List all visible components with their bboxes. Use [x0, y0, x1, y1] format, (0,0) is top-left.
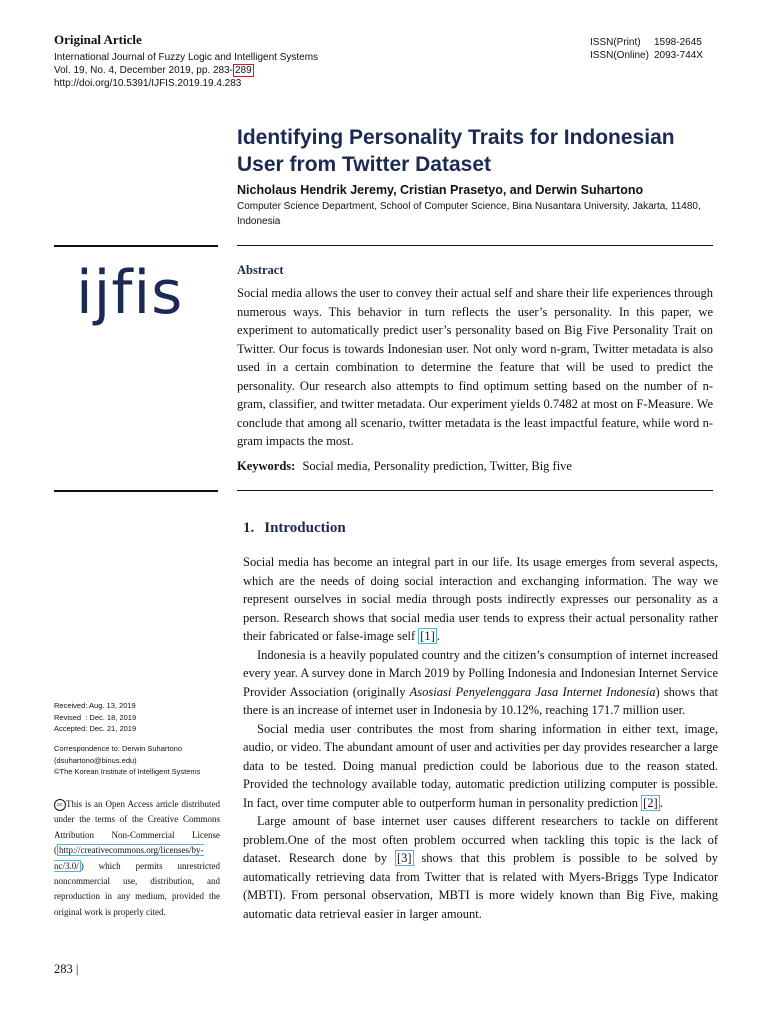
revised-date: Revised : Dec. 18, 2019 — [54, 712, 137, 722]
abstract-text: Social media allows the user to convey their actual self and share their life experiences through numerous ways. This behavior in turn reflects the user’s personality. In this paper, we experiment to automatically predict user’s personality based on Big Five Personality Trait on Twitter. Our focus is towards Indonesian user. Not only word n-gram, Twitter metadata is also used in a certain combination to determine the feature that will be used to predict the personality. Our research also attempts to find optimum setting based on the number of n-gram, classifier, and twitter metadata. Our experiment yields 0.7482 at most on F-Measure. We conclude that among all scenario, twitter metadata is the least impactful feature, while word n-gram impacts the most. — [237, 286, 713, 448]
paragraph-text: Indonesia is a heavily populated country and the citizen’s consumption of internet increased every year. A survey done in March 2019 by Polling Indonesia and Indonesian Internet Service Provider Association (originally — [243, 647, 718, 699]
copyright-notice: ©The Korean Institute of Intelligent Systems — [54, 767, 201, 776]
section-number: 1. — [243, 520, 255, 536]
citation-link[interactable]: [1] — [420, 629, 435, 643]
paragraph-text: . — [436, 629, 440, 643]
right-rule-bottom — [237, 490, 713, 491]
paragraph-text: shows that this problem is possible to be solved by automatically retrieving data from Twitter that is related with Myers-Briggs Type Indicator (MBTI). From personal observation, MBTI is more widely known than Big Five, making automatic data retrieval easier in larger amount. — [243, 851, 718, 921]
left-rule-bottom — [54, 490, 218, 492]
keywords — [237, 457, 713, 475]
volume-prefix: Vol. 19, No. 4, December 2019, pp. 283- — [54, 65, 233, 76]
paragraph-text: Large amount of base internet user causes different researchers to tackle on different problem.One of the most often problem occurred when tackling this topic is the lack of dataset. Research done by — [243, 814, 718, 865]
paragraph — [243, 553, 718, 646]
open-access-text: This is an Open Access article distributed under the terms of the Creative Commons Attribution Non-Commercial License ( — [54, 799, 220, 856]
left-rule-top — [54, 245, 218, 247]
paragraph — [243, 812, 718, 923]
issn-block — [590, 36, 703, 62]
citation-link[interactable]: [3] — [396, 851, 412, 865]
cc-icon: cc — [54, 799, 66, 811]
issn-online: 2093-744X — [654, 50, 703, 61]
paragraph — [243, 646, 718, 720]
paragraph-text: Social media has become an integral part in our life. Its usage emerges from several aspects, which are the needs of doing social interaction and exchanging information. The way we represent ourselves in social media through posts indirectly expresses our personality as a person. Research shows that social media user tends to express their actual personality rather their fabricated or false-image self — [243, 555, 718, 643]
paragraph — [243, 720, 718, 813]
right-rule-top — [237, 245, 713, 246]
correspondence — [54, 743, 224, 778]
italic-term: Asosiasi Penyelenggara Jasa Internet Indonesia — [409, 684, 656, 699]
keywords-label: Keywords: — [237, 459, 296, 473]
end-page-link[interactable]: 289 — [235, 65, 252, 76]
correspondence-email[interactable]: (dsuhartono@binus.edu) — [54, 755, 137, 765]
introduction-body — [243, 553, 718, 923]
accepted-date: Accepted: Dec. 21, 2019 — [54, 724, 137, 733]
article-type: Original Article — [54, 32, 142, 47]
section-heading-introduction — [243, 520, 346, 537]
issn-print: 1598-2645 — [654, 37, 702, 48]
author-affiliation: Computer Science Department, School of Computer Science, Bina Nusantara University, Jakarta, 11480, Indonesia — [237, 201, 701, 227]
section-title: Introduction — [264, 520, 346, 536]
correspondence-author: Correspondence to: Derwin Suhartono — [54, 744, 182, 753]
open-access-notice — [54, 797, 220, 920]
issn-print-label: ISSN(Print) — [590, 37, 641, 48]
keywords-text: Social media, Personality prediction, Twitter, Big five — [302, 459, 572, 473]
received-date: Received: Aug. 13, 2019 — [54, 701, 136, 710]
abstract-heading: Abstract — [237, 263, 284, 277]
paper-title: Identifying Personality Traits for Indonesian User from Twitter Dataset — [237, 126, 675, 176]
doi-link[interactable]: http://doi.org/10.5391/IJFIS.2019.19.4.283 — [54, 78, 242, 89]
issn-online-label: ISSN(Online) — [590, 50, 649, 61]
paragraph-text: ) shows that there is an increase of internet user in Indonesia by 10.12%, reaching 171.7 million user. — [243, 684, 718, 717]
open-access-text: ) which permits unrestricted noncommercial use, distribution, and reproduction in any medium, provided the original work is properly cited. — [54, 860, 220, 917]
volume-info — [54, 64, 474, 77]
journal-name: International Journal of Fuzzy Logic and Intelligent Systems — [54, 52, 319, 63]
page-number: 283 | — [54, 962, 79, 976]
license-link[interactable]: http://creativecommons.org/licenses/by-nc/3.0/ — [54, 845, 204, 871]
journal-header — [54, 32, 474, 90]
citation-link[interactable]: [2] — [643, 795, 658, 810]
paragraph-text: Social media user contributes the most from sharing information in either text, image, audio, or video. The abundant amount of user and activities per day provides researcher a large data to be tested. Doing manual prediction could be laborious due to the reason stated. Provided the technology available today, automatic prediction utilizing computer is possible. In fact, over time computer able to outperform human in personality prediction — [243, 721, 718, 810]
article-dates — [54, 700, 224, 735]
paragraph-text: . — [659, 795, 663, 810]
ijfis-logo: ijfis — [76, 258, 184, 328]
paper-authors: Nicholaus Hendrik Jeremy, Cristian Prasetyo, and Derwin Suhartono — [237, 183, 644, 197]
